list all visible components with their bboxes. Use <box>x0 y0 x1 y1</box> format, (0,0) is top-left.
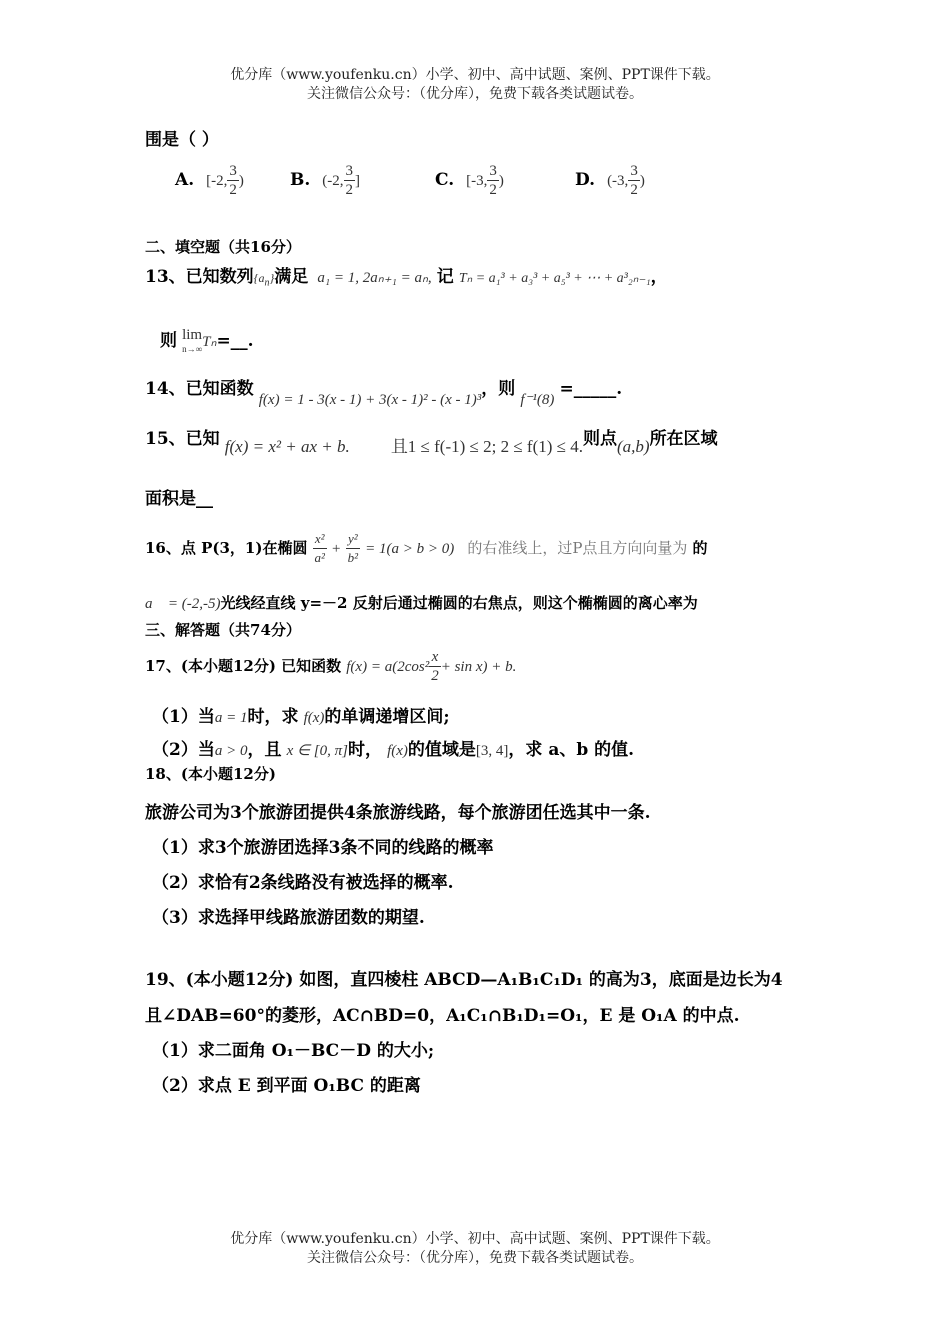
q17-function: f(x) = a(2cos² <box>346 659 430 675</box>
q16-vector: a⃗ = (-2,-5) <box>145 596 221 612</box>
q19-line-2: 且∠DAB=60°的菱形，AC∩BD=0，A₁C₁∩B₁D₁=O₁，E 是 O₁A 的中点. <box>145 1006 740 1026</box>
q18-stem: 旅游公司为3个旅游团提供4条旅游线路，每个旅游团任选其中一条. <box>145 803 651 823</box>
fraction: $\frac{3}{2}$ <box>345 163 354 198</box>
fraction: $\frac{x}{2}$ <box>431 649 439 684</box>
q17-stem: 17、(本小题12分) 已知函数 f(x) = a(2cos² $\frac{x}{2}$ + sin x) + b. <box>145 649 517 684</box>
q13-condition: a₁ = 1, 2aₙ₊₁ = aₙ, <box>317 270 432 286</box>
q13-line-1: 13、已知数列$\{a_n\}$满足 a₁ = 1, 2aₙ₊₁ = aₙ, 记 Tₙ = a₁³ + a₃³ + a₅³ + ⋯ + a³₂ₙ₋₁， <box>145 267 668 289</box>
limit-expression: lim n→∞ <box>182 326 203 354</box>
q19-line-1: 19、(本小题12分) 如图，直四棱柱 ABCD—A₁B₁C₁D₁ 的高为3，底面是边长为4 <box>145 970 783 990</box>
q18-part-2: （2）求恰有2条线路没有被选择的概率. <box>152 873 454 893</box>
q16-line-2: a⃗ = (-2,-5)光线经直线 y=－2 反射后通过椭圆的右焦点，则这个椭椭圆的离心率为 <box>145 594 698 612</box>
q18-part-1: （1）求3个旅游团选择3条不同的线路的概率 <box>152 838 494 858</box>
fraction: $\frac{3}{2}$ <box>489 163 497 198</box>
q17-part-1: （1）当a = 1时，求 f(x)的单调递增区间; <box>152 707 450 727</box>
header-line-1: 优分库（www.youfenku.cn）小学、初中、高中试题、案例、PPT课件下载。 <box>230 67 720 83</box>
q15-point: (a,b) <box>616 437 650 456</box>
q16-faded-text: 的右准线上，过P点且方向向量为 <box>467 539 688 557</box>
q12-option-a: A. [-2, $\frac{3}{2}$ ) <box>175 163 244 198</box>
q14-inverse: f⁻¹(8) <box>520 392 555 408</box>
fraction: $\frac{3}{2}$ <box>630 163 638 198</box>
footer-line-1: 优分库（www.youfenku.cn）小学、初中、高中试题、案例、PPT课件下载。 <box>230 1231 720 1247</box>
q15-line-1: 15、已知 f(x) = x² + ax + b. 且1 ≤ f(-1) ≤ 2; 2 ≤ f(1) ≤ 4.则点(a,b)所在区域 <box>145 429 718 456</box>
q16-line-1: 16、点 P(3，1)在椭圆 $\frac{\text{x²}}{\text{a²}}$ + $\frac{\text{y²}}{\text{b²}}$ = 1(a > b > 0) 的右准线上，过P点且方向向量为 的 <box>145 531 708 565</box>
section-title-solve: 三、解答题（共74分） <box>145 621 301 639</box>
fraction: $\frac{3}{2}$ <box>229 163 237 198</box>
q17-part-2: （2）当a > 0，且 x ∈ [0, π]时， f(x)的值域是[3, 4]，求 a、b 的值. <box>152 740 635 760</box>
q13-tn-formula: Tₙ = a₁³ + a₃³ + a₅³ + ⋯ + a³₂ₙ₋₁ <box>458 271 651 286</box>
q15-condition: 且1 ≤ f(-1) ≤ 2; 2 ≤ f(1) ≤ 4. <box>390 437 583 456</box>
q15-function: f(x) = x² + ax + b. <box>224 437 350 456</box>
q18-title: 18、(本小题12分) <box>145 765 276 783</box>
section-title-fill-in: 二、填空题（共16分） <box>145 238 301 256</box>
fraction: $\frac{\text{y²}}{\text{b²}}$ <box>347 531 359 565</box>
option-label: C. <box>435 170 455 190</box>
q19-part-2: （2）求点 E 到平面 O₁BC 的距离 <box>152 1076 421 1096</box>
q14-line: 14、已知函数 f(x) = 1 - 3(x - 1) + 3(x - 1)² - (x - 1)³，则 f⁻¹(8) =_____. <box>145 379 623 408</box>
q18-part-3: （3）求选择甲线路旅游团数的期望. <box>152 908 425 928</box>
fraction: $\frac{\text{x²}}{\text{a²}}$ <box>314 531 325 565</box>
option-label: A. <box>175 170 195 190</box>
q12-option-d: D. (-3, $\frac{3}{2}$ ) <box>575 163 645 198</box>
q13-line-2: 则 lim n→∞ Tₙ=__. <box>160 326 254 354</box>
q12-option-c: C. [-3, $\frac{3}{2}$ ) <box>435 163 504 198</box>
q12-option-b: B. (-2, $\frac{3}{2}$ ] <box>290 163 361 198</box>
option-label: D. <box>575 170 596 190</box>
footer-line-2: 关注微信公众号：（优分库），免费下载各类试题试卷。 <box>307 1250 643 1266</box>
q19-part-1: （1）求二面角 O₁－BC－D 的大小; <box>152 1041 435 1061</box>
header-line-2: 关注微信公众号：（优分库），免费下载各类试题试卷。 <box>307 86 643 102</box>
q12-stem-tail: 围是（ ） <box>145 130 219 150</box>
q14-function: f(x) = 1 - 3(x - 1) + 3(x - 1)² - (x - 1)³ <box>258 392 482 408</box>
q15-line-2: 面积是__ <box>145 489 213 509</box>
option-label: B. <box>290 170 311 190</box>
